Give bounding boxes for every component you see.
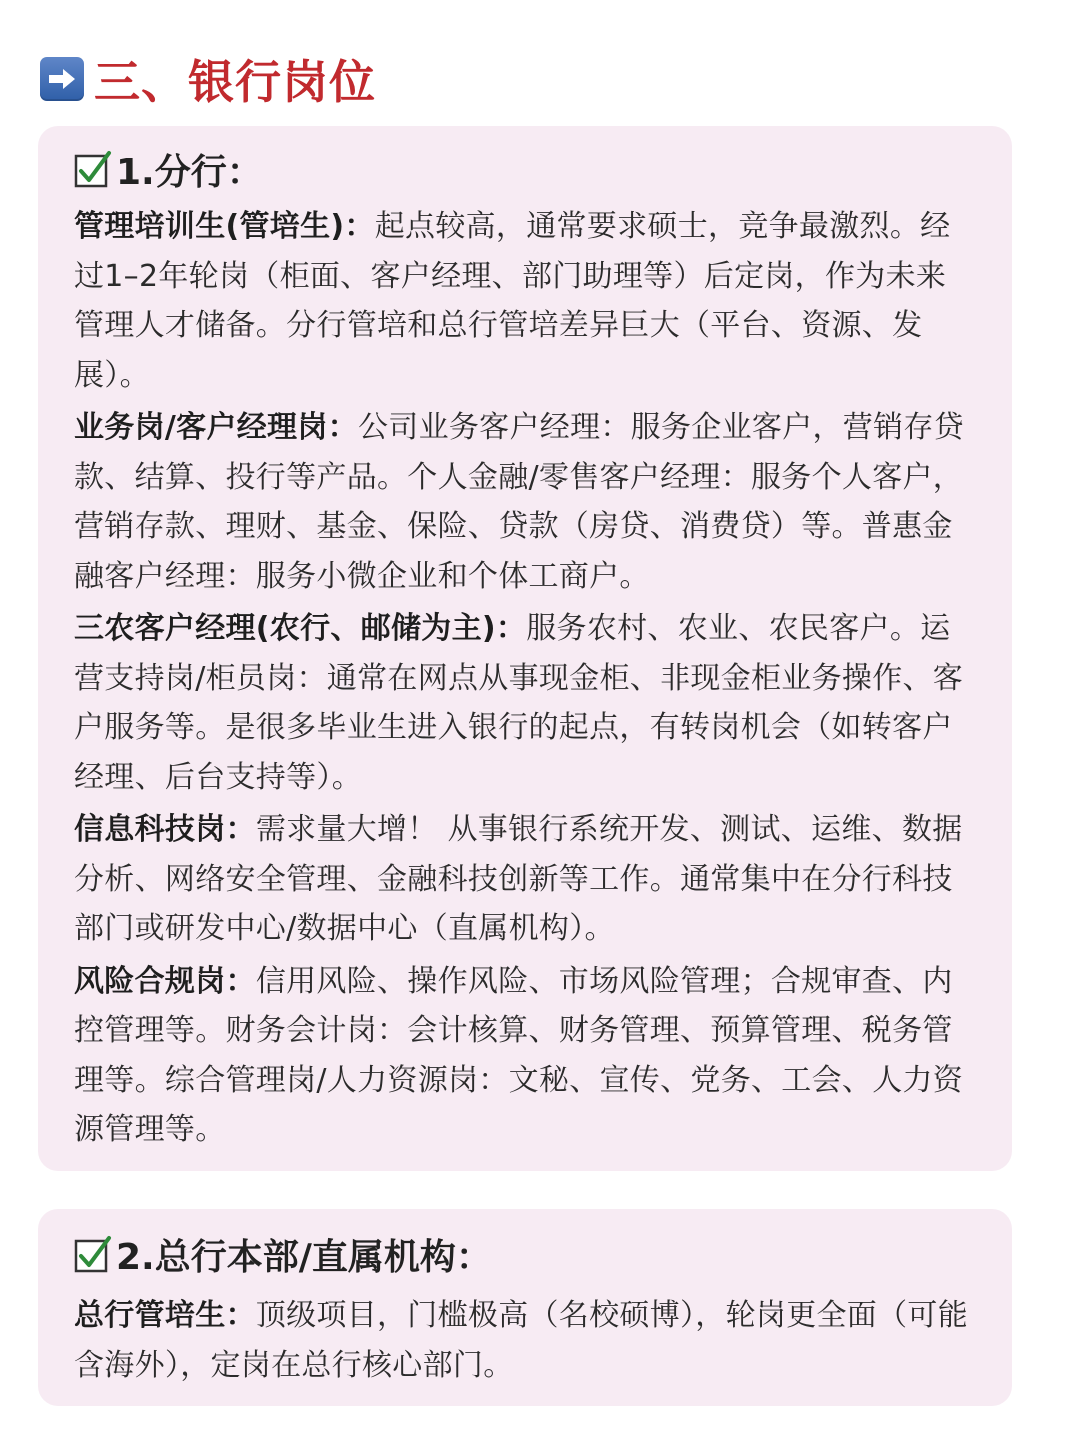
section-title-text: 2.总行本部/直属机构：: [116, 1236, 492, 1278]
section-title: [74, 146, 976, 192]
paragraph-text: 起点较高，通常要求硕士，竞争最激烈。经过1–2年轮岗（柜面、客户经理、部门助理等）后定岗，作为未来管理人才储备。分行管培和总行管培差异巨大（平台、资源、发展）。: [74, 209, 951, 393]
section-title: [74, 1229, 976, 1279]
right-arrow-icon: [40, 57, 84, 101]
paragraph-label: 三农客户经理(农行、邮储为主)：: [74, 611, 527, 646]
paragraph-it-role: [74, 805, 976, 954]
paragraph-hq-trainee: [74, 1291, 976, 1390]
section-title-text: 1.分行：: [116, 151, 263, 193]
heading-title: 三、银行岗位: [94, 55, 376, 109]
paragraph-text: 公司业务客户经理：服务企业客户，营销存贷款、结算、投行等产品。个人金融/零售客户经理：服务个人客户，营销存款、理财、基金、保险、贷款（房贷、消费贷）等。普惠金融客户经理：服务小微企业和个体工商户。: [74, 410, 964, 594]
headquarters-section-card: [38, 1209, 1012, 1406]
paragraph-label: 业务岗/客户经理岗：: [74, 410, 358, 445]
checkbox-checked-icon: [74, 149, 112, 189]
paragraph-label: 总行管培生：: [74, 1298, 256, 1333]
branch-section-card: [38, 126, 1012, 1171]
paragraph-text: 顶级项目，门槛极高（名校硕博），轮岗更全面（可能含海外），定岗在总行核心部门。: [74, 1298, 969, 1383]
paragraph-text: 信用风险、操作风险、市场风险管理；合规审查、内控管理等。财务会计岗：会计核算、财务管理、预算管理、税务管理等。综合管理岗/人力资源岗：文秘、宣传、党务、工会、人力资源管理等。: [74, 963, 964, 1147]
checkbox-checked-icon: [74, 1234, 112, 1274]
paragraph-text: 需求量大增！ 从事银行系统开发、测试、运维、数据分析、网络安全管理、金融科技创新等工作。通常集中在分行科技部门或研发中心/数据中心（直属机构）。: [74, 812, 963, 946]
paragraph-label: 风险合规岗：: [74, 963, 256, 999]
paragraph-management-trainee: [74, 202, 976, 400]
paragraph-risk-compliance: [74, 957, 976, 1155]
paragraph-label: 管理培训生(管培生)：: [74, 209, 375, 244]
section-heading: [40, 46, 376, 112]
paragraph-business-role: [74, 403, 976, 601]
paragraph-label: 信息科技岗：: [74, 812, 256, 847]
paragraph-rural-manager: [74, 604, 976, 802]
paragraph-text: 服务农村、农业、农民客户。运营支持岗/柜员岗：通常在网点从事现金柜、非现金柜业务操作、客户服务等。是很多毕业生进入银行的起点，有转岗机会（如转客户经理、后台支持等）。: [74, 611, 964, 795]
